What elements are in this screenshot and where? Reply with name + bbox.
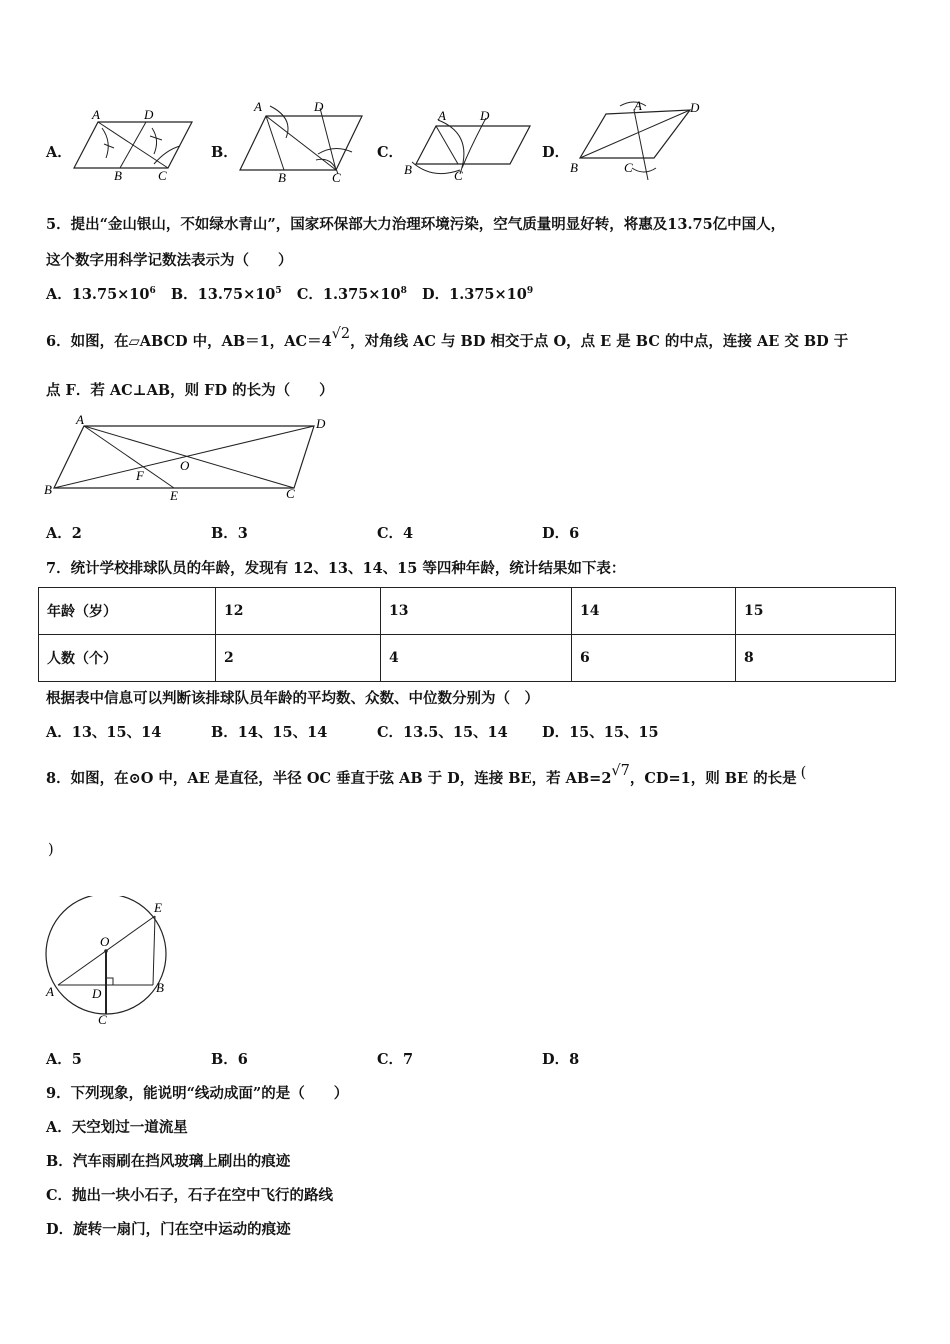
q6-option-a: A．2 [46, 525, 82, 542]
q8-label-d: D [92, 986, 102, 1001]
q6-sqrt: √2 [331, 326, 351, 342]
q4-figure-c [402, 104, 532, 182]
q6-option-c: C．4 [377, 525, 414, 542]
q5-option-c: C．$1.375\times 10^8$ [296, 286, 407, 303]
q6-option-b: B．3 [211, 525, 248, 542]
q8-label-o: O [100, 934, 110, 949]
q5-option-a: A．$13.75\times 10^6$ [46, 286, 156, 303]
q4a-label-a: A [92, 107, 100, 122]
q8-option-a: A．5 [46, 1051, 82, 1068]
table-cell: 6 [572, 635, 736, 682]
q5-stem-line2: 这个数字用科学记数法表示为（ ） [46, 252, 293, 269]
q4-option-d-letter: D． [542, 144, 570, 161]
q4b-label-d: D [314, 99, 324, 114]
table-cell: 14 [572, 588, 736, 635]
q6-label-o: O [180, 458, 190, 473]
q8-option-c: C．7 [377, 1051, 414, 1068]
q9-option-c: C．抛出一块小石子，石子在空中飞行的路线 [46, 1187, 334, 1204]
q9-option-d: D．旋转一扇门，门在空中运动的痕迹 [46, 1221, 291, 1238]
q6-label-a: A [76, 412, 84, 427]
q4a-label-b: B [114, 168, 122, 182]
table-cell: 人数（个） [39, 635, 216, 682]
q4c-label-d: D [480, 108, 490, 123]
q4b-label-c: C [332, 170, 341, 184]
q4a-label-d: D [144, 107, 154, 122]
q8-figure [38, 896, 178, 1030]
q7-option-d: D．15、15、15 [542, 724, 659, 741]
q4c-label-c: C [454, 168, 463, 182]
q4-figure-b [234, 98, 369, 184]
q8-paren-close: ) [48, 842, 54, 858]
q6-stem-line2: 点 F．若 AC⊥AB，则 FD 的长为（ ） [46, 382, 334, 399]
q8-label-b: B [156, 980, 164, 995]
q4c-label-a: A [438, 108, 446, 123]
q8-label-c: C [98, 1012, 107, 1027]
q4d-label-b: B [570, 160, 578, 175]
q8-option-d: D．8 [542, 1051, 580, 1068]
q6-label-d: D [316, 416, 326, 431]
q6-label-e: E [170, 488, 178, 503]
q6-stem-line1: 6．如图，在▱ABCD 中，AB＝1，AC＝4√2，对角线 AC 与 BD 相交于点 O，点 E 是 BC 的中点，连接 AE 交 BD 于 [46, 326, 849, 350]
q9-option-b: B．汽车雨刷在挡风玻璃上刷出的痕迹 [46, 1153, 291, 1170]
q7-option-c: C．13.5、15、14 [377, 724, 508, 741]
q4a-label-c: C [158, 168, 167, 182]
q4-option-a-letter: A． [46, 144, 72, 161]
q5-stem-line1: 5．提出“金山银山，不如绿水青山”，国家环保部大力治理环境污染，空气质量明显好转，将惠及13.75亿中国人， [46, 216, 786, 233]
q6-label-c: C [286, 486, 295, 501]
q4-figure-a [70, 106, 200, 182]
table-row [39, 588, 896, 635]
q4-option-b-letter: B． [211, 144, 238, 161]
q6-label-b: B [44, 482, 52, 497]
table-cell: 年龄（岁） [39, 588, 216, 635]
q4-option-c-letter: C． [377, 144, 404, 161]
q5-options [46, 283, 533, 304]
table-cell: 13 [381, 588, 572, 635]
q9-option-a: A．天空划过一道流星 [46, 1119, 188, 1136]
table-cell: 12 [216, 588, 381, 635]
q4b-label-b: B [278, 170, 286, 184]
q6-label-f: F [136, 468, 144, 483]
q9-stem: 9．下列现象，能说明“线动成面”的是（ ） [46, 1085, 349, 1102]
q5-option-d: D．$1.375\times 10^9$ [422, 286, 534, 303]
q4d-label-c: C [624, 160, 633, 175]
q7-option-b: B．14、15、14 [211, 724, 328, 741]
q4-figure-d [568, 96, 708, 186]
q8-sqrt: √7 [611, 763, 630, 779]
q4d-label-d: D [690, 100, 700, 115]
q8-option-b: B．6 [211, 1051, 248, 1068]
q5-option-b: B．$13.75\times 10^5$ [170, 286, 282, 303]
q8-label-e: E [154, 900, 162, 915]
q8-label-a: A [46, 984, 54, 999]
table-cell: 8 [736, 635, 896, 682]
table-cell: 4 [381, 635, 572, 682]
q7-option-a: A．13、15、14 [46, 724, 162, 741]
q4d-label-a: A [634, 98, 642, 113]
q7-question: 根据表中信息可以判断该排球队员年龄的平均数、众数、中位数分别为（ ） [46, 690, 539, 707]
q4b-label-a: A [254, 99, 262, 114]
table-cell: 15 [736, 588, 896, 635]
table-row [39, 635, 896, 682]
q6-option-d: D．6 [542, 525, 580, 542]
table-cell: 2 [216, 635, 381, 682]
q4c-label-b: B [404, 162, 412, 177]
q7-stem: 7．统计学校排球队员的年龄，发现有 12、13、14、15 等四种年龄，统计结果如下表： [46, 560, 626, 577]
q8-stem-line1: 8．如图，在⊙O 中，AE 是直径，半径 OC 垂直于弦 AB 于 D，连接 BE，若 AB=2√7，CD=1，则 BE 的长是 ( [46, 763, 807, 787]
q7-stats-table [38, 587, 896, 682]
q6-figure [42, 412, 342, 504]
